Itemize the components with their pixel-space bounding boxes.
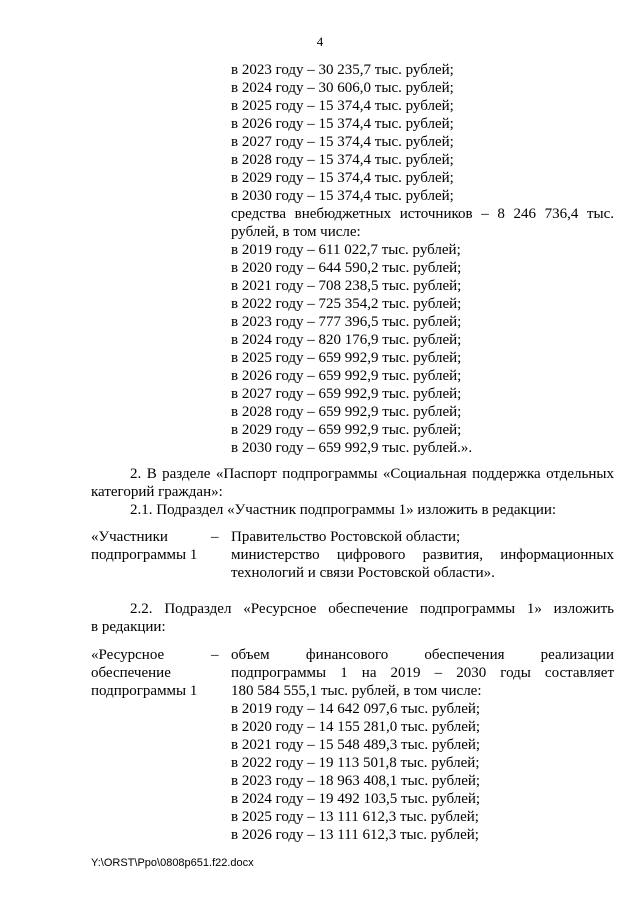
resource-value: объем финансового обеспечения реализации <box>231 647 614 663</box>
list-item: в 2026 году – 15 374,4 тыс. рублей; <box>231 116 454 132</box>
list-item: в 2019 году – 611 022,7 тыс. рублей; <box>231 242 461 258</box>
resource-label-cont: подпрограммы 1 <box>91 683 198 699</box>
participants-dash: – <box>211 529 219 545</box>
list-item: в 2027 году – 659 992,9 тыс. рублей; <box>231 386 462 402</box>
list-item: в 2027 году – 15 374,4 тыс. рублей; <box>231 134 454 150</box>
section-2-2-paragraph-cont: в редакции: <box>91 619 166 635</box>
list-item: в 2030 году – 15 374,4 тыс. рублей; <box>231 188 454 204</box>
list-item: в 2025 году – 13 111 612,3 тыс. рублей; <box>231 809 479 825</box>
section-2-paragraph: 2. В разделе «Паспорт подпрограммы «Социальная поддержка отдельных <box>130 466 614 482</box>
section-2-paragraph-cont: категорий граждан»: <box>91 484 223 500</box>
list-item: в 2026 году – 659 992,9 тыс. рублей; <box>231 368 462 384</box>
list-item: в 2024 году – 820 176,9 тыс. рублей; <box>231 332 462 348</box>
list-item: в 2028 году – 15 374,4 тыс. рублей; <box>231 152 454 168</box>
list-item: в 2022 году – 725 354,2 тыс. рублей; <box>231 296 462 312</box>
participants-label: «Участники <box>91 529 168 545</box>
participants-value: технологий и связи Ростовской области». <box>231 565 495 581</box>
resource-dash: – <box>211 647 219 663</box>
list-item: в 2023 году – 18 963 408,1 тыс. рублей; <box>231 773 481 789</box>
list-item: в 2024 году – 19 492 103,5 тыс. рублей; <box>231 791 481 807</box>
list-item: в 2023 году – 777 396,5 тыс. рублей; <box>231 314 462 330</box>
list-item: в 2020 году – 644 590,2 тыс. рублей; <box>231 260 462 276</box>
list-item: в 2029 году – 659 992,9 тыс. рублей; <box>231 422 462 438</box>
extra-funds-heading: средства внебюджетных источников – 8 246 736,4 тыс. <box>231 206 614 222</box>
resource-label: «Ресурсное <box>91 647 165 663</box>
list-item: в 2023 году – 30 235,7 тыс. рублей; <box>231 62 454 78</box>
participants-label-cont: подпрограммы 1 <box>91 547 198 563</box>
list-item: в 2019 году – 14 642 097,6 тыс. рублей; <box>231 701 481 717</box>
list-item: в 2028 году – 659 992,9 тыс. рублей; <box>231 404 462 420</box>
participants-value: Правительство Ростовской области; <box>231 529 461 545</box>
page-number: 4 <box>316 34 324 49</box>
list-item: в 2024 году – 30 606,0 тыс. рублей; <box>231 80 454 96</box>
list-item: в 2030 году – 659 992,9 тыс. рублей.». <box>231 440 473 456</box>
list-item: в 2021 году – 15 548 489,3 тыс. рублей; <box>231 737 481 753</box>
extra-funds-heading-cont: рублей, в том числе: <box>231 224 361 240</box>
participants-value: министерство цифрового развития, информационных <box>231 547 614 563</box>
resource-value: 180 584 555,1 тыс. рублей, в том числе: <box>231 683 482 699</box>
section-2-1-paragraph: 2.1. Подраздел «Участник подпрограммы 1» изложить в редакции: <box>130 502 557 518</box>
list-item: в 2020 году – 14 155 281,0 тыс. рублей; <box>231 719 481 735</box>
section-2-2-paragraph: 2.2. Подраздел «Ресурсное обеспечение подпрограммы 1» изложить <box>130 601 614 617</box>
resource-label-cont: обеспечение <box>91 665 171 681</box>
list-item: в 2029 году – 15 374,4 тыс. рублей; <box>231 170 454 186</box>
list-item: в 2026 году – 13 111 612,3 тыс. рублей; <box>231 827 479 843</box>
list-item: в 2022 году – 19 113 501,8 тыс. рублей; <box>231 755 480 771</box>
file-path-footer: Y:\ORST\Ppo\0808p651.f22.docx <box>91 857 254 869</box>
list-item: в 2021 году – 708 238,5 тыс. рублей; <box>231 278 462 294</box>
list-item: в 2025 году – 659 992,9 тыс. рублей; <box>231 350 462 366</box>
list-item: в 2025 году – 15 374,4 тыс. рублей; <box>231 98 454 114</box>
resource-value: подпрограммы 1 на 2019 – 2030 годы составляет <box>231 665 614 681</box>
